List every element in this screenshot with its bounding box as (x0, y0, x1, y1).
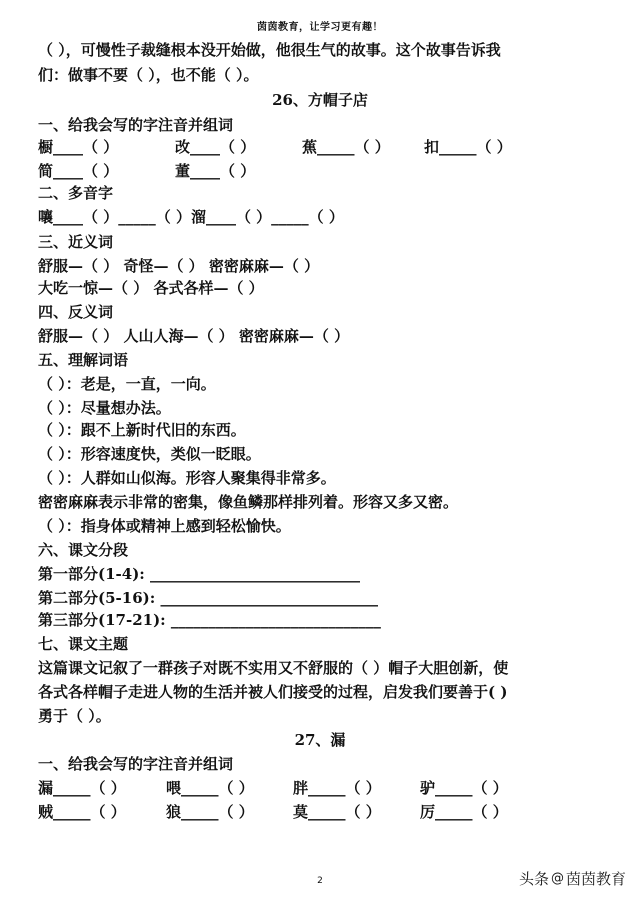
l26-s7-heading: 七、课文主题 (38, 635, 129, 653)
l26-s7-text-2: 各式各样帽子走进人物的生活并被人们接受的过程，启发我们要善于( ) (38, 683, 508, 701)
l26-s1-row-1 (38, 137, 616, 157)
lesson-26-title: 26、方帽子店 (272, 91, 368, 109)
page-header: 茵茵教育，让学习更有趣！ (257, 22, 383, 33)
l26-s5-item: （ ）：老是，一直，一向。 (38, 375, 216, 393)
l26-s2-heading: 二、多音字 (38, 184, 114, 202)
l26-s5-item: （ ）：尽量想办法。 (38, 399, 171, 417)
watermark (519, 868, 626, 889)
word-item: 喂_____（ ） (166, 779, 254, 797)
word-item: 狼_____（ ） (166, 803, 254, 821)
l27-s1-heading: 一、给我会写的字注音并组词 (38, 755, 234, 773)
l26-s5-item: （ ）：形容速度快，类似一眨眼。 (38, 445, 261, 463)
word-item: 贼_____（ ） (38, 803, 126, 821)
l26-s5-item: （ ）：跟不上新时代旧的东西。 (38, 421, 246, 439)
word-item: 胖_____（ ） (293, 779, 381, 797)
l27-s1-row-2 (38, 802, 616, 822)
l26-s1-heading: 一、给我会写的字注音并组词 (38, 116, 234, 134)
l26-s2-row-1: 嚷____（ ）_____（ ）溜____（ ）_____（ ） (38, 208, 344, 226)
word-item: 漏_____（ ） (38, 779, 126, 797)
l26-s7-text-3: 勇于（ ）。 (38, 707, 111, 725)
l26-s4-row-1: 舒服—（ ） 人山人海—（ ） 密密麻麻—（ ） (38, 327, 350, 345)
l26-s4-heading: 四、反义词 (38, 303, 114, 321)
intro-line-1: （ ），可慢性子裁缝根本没开始做，他很生气的故事。这个故事告诉我 (38, 41, 501, 59)
l26-s7-text-1: 这篇课文记叙了一群孩子对既不实用又不舒服的（ ）帽子大胆创新，使 (38, 659, 509, 677)
word-item: 简____（ ） (38, 162, 119, 180)
l26-s3-heading: 三、近义词 (38, 233, 114, 251)
l26-s5-heading: 五、理解词语 (38, 351, 129, 369)
l26-s5-item: （ ）：人群如山似海。形容人聚集得非常多。 (38, 469, 336, 487)
watermark-prefix: 头条 (518, 870, 549, 888)
word-item: 莫_____（ ） (293, 803, 381, 821)
l26-s5-item: （ ）：指身体或精神上感到轻松愉快。 (38, 517, 291, 535)
l27-s1-row-1 (38, 778, 616, 798)
word-item: 蕉_____（ ） (302, 138, 390, 156)
watermark-name: 茵茵教育 (565, 870, 626, 888)
l26-s3-row-1: 舒服—（ ） 奇怪—（ ） 密密麻麻—（ ） (38, 257, 320, 275)
word-item: 改____（ ） (175, 138, 256, 156)
l26-s1-row-2 (38, 161, 616, 181)
intro-line-2: 们：做事不要（ ），也不能（ ）。 (38, 66, 259, 84)
lesson-27-title: 27、漏 (294, 731, 346, 749)
l26-s3-row-2: 大吃一惊—（ ） 各式各样—（ ） (38, 279, 264, 297)
word-item: 橱____（ ） (38, 138, 119, 156)
word-item: 董____（ ） (175, 162, 256, 180)
watermark-at: @ (550, 871, 564, 886)
word-item: 扣_____（ ） (424, 138, 512, 156)
page-number: 2 (317, 876, 323, 886)
l26-s5-note: 密密麻麻表示非常的密集，像鱼鳞那样排列着。形容又多又密。 (38, 493, 459, 511)
l26-s6-part: 第三部分(17-21): ____________________________ (38, 611, 381, 629)
l26-s6-part: 第一部分(1-4): ____________________________ (38, 565, 361, 583)
word-item: 驴_____（ ） (420, 779, 508, 797)
l26-s6-part: 第二部分(5-16): _____________________________ (38, 589, 378, 607)
l26-s6-heading: 六、课文分段 (38, 541, 129, 559)
word-item: 厉_____（ ） (420, 803, 508, 821)
